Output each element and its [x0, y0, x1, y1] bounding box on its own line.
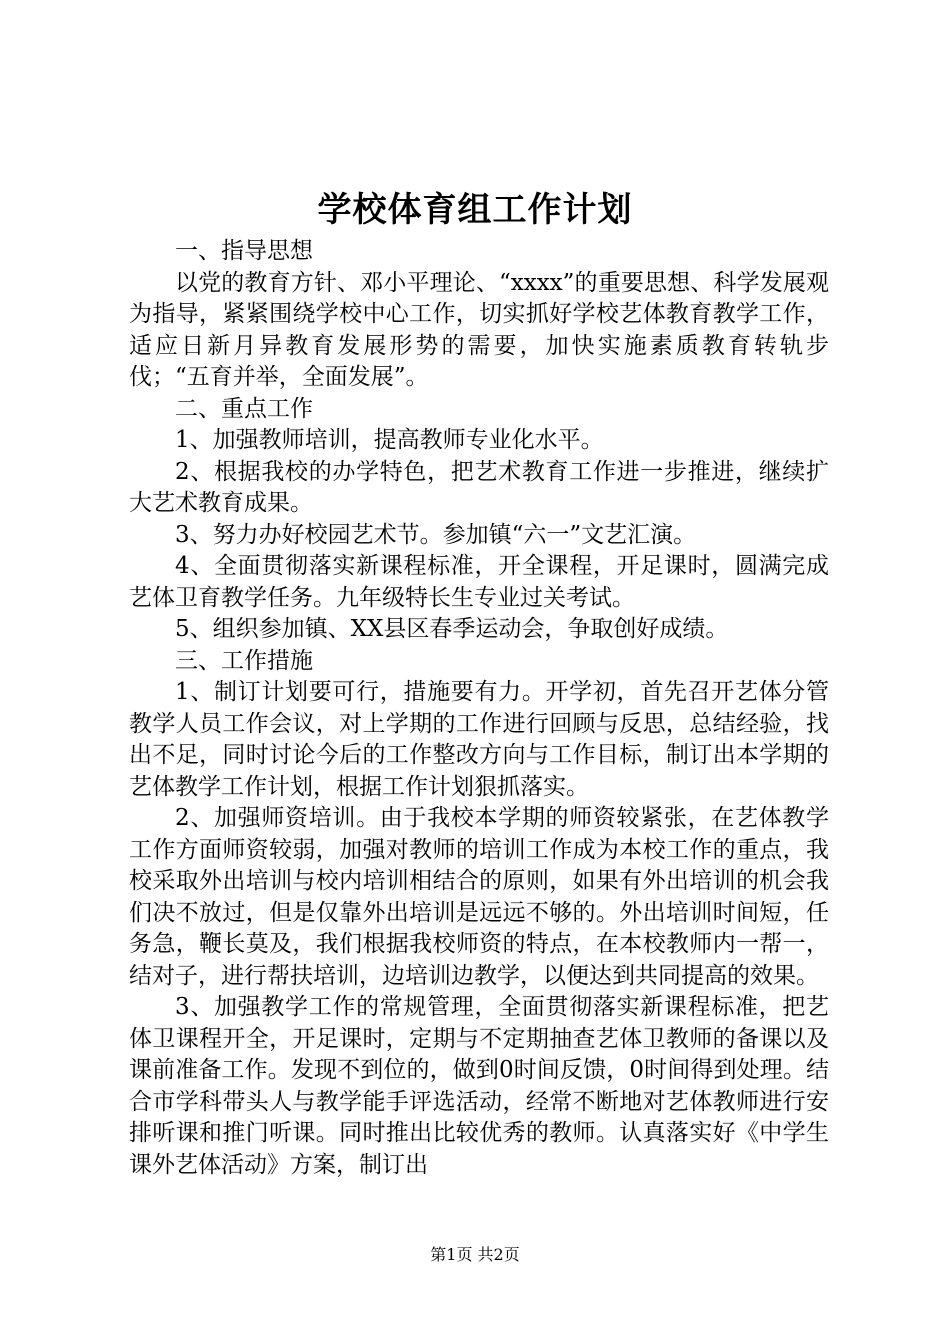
paragraph: 2、根据我校的办学特色，把艺术教育工作进一步推进，继续扩大艺术教育成果。: [129, 458, 829, 516]
paragraph: 3、加强教学工作的常规管理，全面贯彻落实新课程标准，把艺体卫课程开全，开足课时，定期与不定期抽查艺体卫教师的备课以及课前准备工作。发现不到位的，做到0时间反馈，0时间得到处理。结合市学科带头人与教学能手评选活动，经常不断地对艺体教师进行安排听课和推门听课。同时推出比较优秀的教师。认真落实好《中学生课外艺体活动》方案，制订出: [129, 994, 829, 1178]
section-heading-guiding-ideology: 一、指导思想: [175, 238, 313, 264]
paragraph: 5、组织参加镇、XX县区春季运动会，争取创好成绩。: [175, 616, 729, 642]
paragraph: 2、加强师资培训。由于我校本学期的师资较紧张，在艺体教学工作方面师资较弱，加强对教师的培训工作成为本校工作的重点，我校采取外出培训与校内培训相结合的原则，如果有外出培训的机会我们决不放过，但是仅靠外出培训是远远不够的。外出培训时间短，任务急，鞭长莫及，我们根据我校师资的特点，在本校教师内一帮一，结对子，进行帮扶培训，边培训边教学，以便达到共同提高的效果。: [129, 805, 829, 989]
paragraph: 1、加强教师培训，提高教师专业化水平。: [175, 427, 604, 453]
document-body: [129, 236, 829, 1181]
document-title: 学校体育组工作计划: [317, 190, 633, 230]
page-footer: 第1页 共2页: [430, 1245, 520, 1264]
paragraph: 以党的教育方针、邓小平理论、“xxxx”的重要思想、科学发展观为指导，紧紧围绕学校中心工作，切实抓好学校艺体教育教学工作，适应日新月异教育发展形势的需要，加快实施素质教育转轨步伐；“五育并举，全面发展”。: [129, 269, 829, 390]
section-heading-work-measures: 三、工作措施: [175, 647, 313, 674]
section-heading-key-work: 二、重点工作: [175, 395, 313, 422]
paragraph: 1、制订计划要可行，措施要有力。开学初，首先召开艺体分管教学人员工作会议，对上学期的工作进行回顾与反思，总结经验，找出不足，同时讨论今后的工作整改方向与工作目标，制订出本学期的艺体教学工作计划，根据工作计划狠抓落实。: [129, 679, 829, 800]
paragraph: 3、努力办好校园艺术节。参加镇“六一”文艺汇演。: [175, 521, 697, 548]
paragraph: 4、全面贯彻落实新课程标准，开全课程，开足课时，圆满完成艺体卫育教学任务。九年级特长生专业过关考试。: [129, 553, 829, 611]
